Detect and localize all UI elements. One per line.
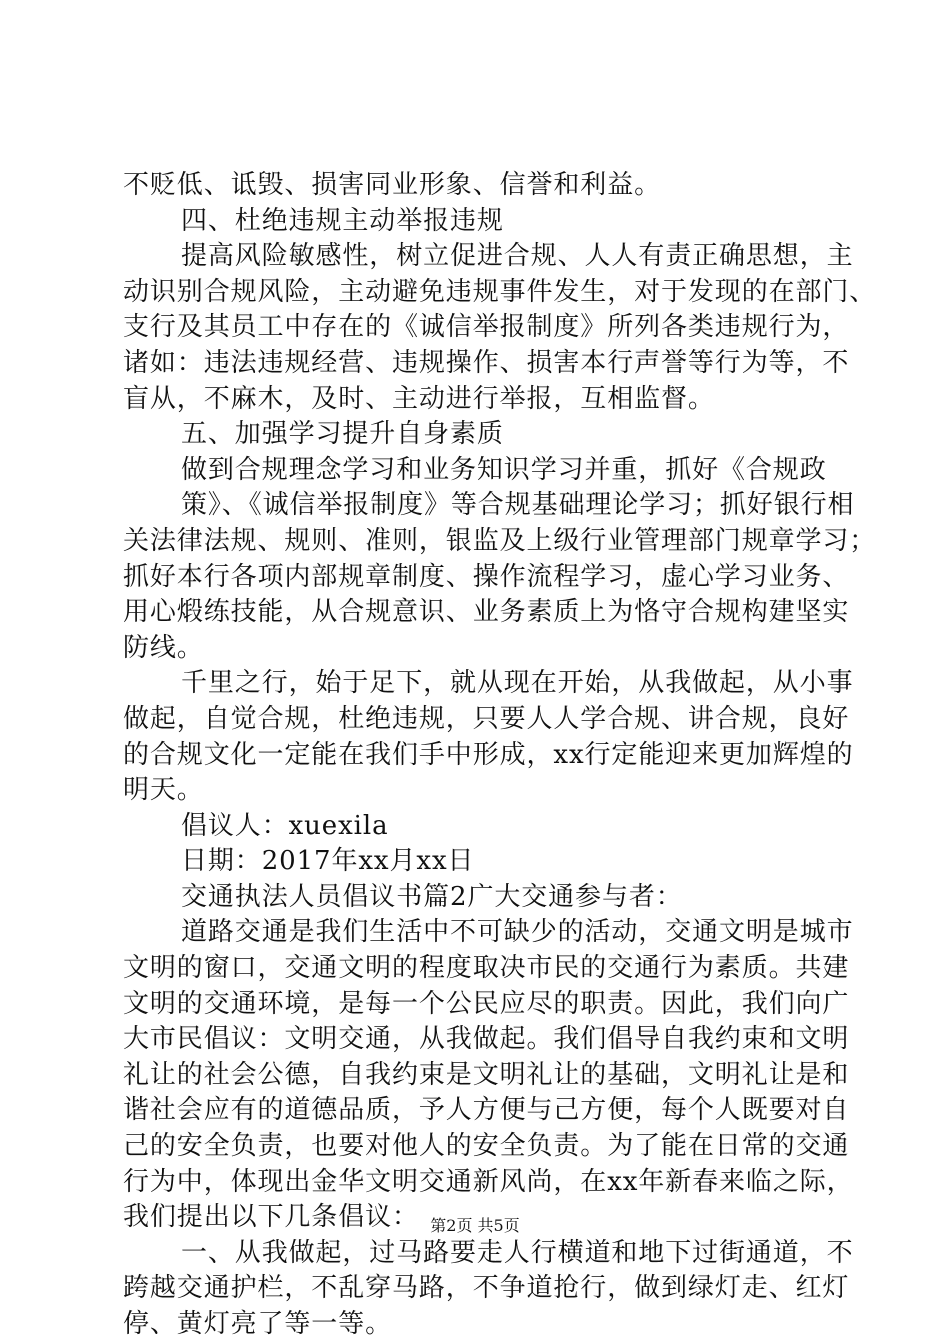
- document-body: [123, 168, 877, 1343]
- text-line: 做到合规理念学习和业务知识学习并重，抓好《合规政: [181, 454, 827, 485]
- text-line: 提高风险敏感性，树立促进合规、人人有责正确思想，主: [181, 241, 854, 272]
- text-line: 道路交通是我们生活中不可缺少的活动，交通文明是城市: [181, 917, 854, 948]
- text-line: 一、从我做起，过马路要走人行横道和地下过街通道，不: [181, 1237, 854, 1268]
- text-line: 不贬低、诋毁、损害同业形象、信誉和利益。: [123, 170, 662, 200]
- text-line: 诸如：违法违规经营、违规操作、损害本行声誉等行为等，不: [123, 347, 850, 378]
- text-line: 用心煅练技能，从合规意识、业务素质上为恪守合规构建坚实: [123, 597, 850, 628]
- text-line: 倡议人：xuexila: [181, 810, 389, 841]
- text-line: 做起，自觉合规，杜绝违规，只要人人学合规、讲合规，良好: [123, 703, 850, 734]
- text-line: 己的安全负责，也要对他人的安全负责。为了能在日常的交通: [123, 1131, 850, 1162]
- text-line: 大市民倡议：文明交通，从我做起。我们倡导自我约束和文明: [123, 1024, 850, 1055]
- text-line: 日期：2017年xx月xx日: [181, 846, 475, 877]
- text-line: 关法律法规、规则、准则，银监及上级行业管理部门规章学习；: [123, 525, 877, 556]
- text-line: 的合规文化一定能在我们手中形成，xx行定能迎来更加辉煌的: [123, 739, 854, 770]
- text-line: 四、杜绝违规主动举报违规: [181, 205, 504, 236]
- text-line: 跨越交通护栏，不乱穿马路，不争道抢行，做到绿灯走、红灯: [123, 1273, 850, 1304]
- text-line: 礼让的社会公德，自我约束是文明礼让的基础，文明礼让是和: [123, 1059, 850, 1090]
- text-line: 停、黄灯亮了等一等。: [123, 1309, 393, 1339]
- text-line: 文明的交通环境，是每一个公民应尽的职责。因此，我们向广: [123, 988, 850, 1019]
- text-line: 交通执法人员倡议书篇2广大交通参与者：: [181, 881, 683, 912]
- text-line: 五、加强学习提升自身素质: [181, 419, 504, 450]
- text-line: 盲从，不麻木，及时、主动进行举报，互相监督。: [123, 383, 715, 414]
- page-footer: 第2页 共5页: [430, 1216, 520, 1235]
- text-line: 防线。: [123, 632, 204, 663]
- text-line: 文明的窗口，交通文明的程度取决市民的交通行为素质。共建: [123, 953, 850, 984]
- text-line: 谐社会应有的道德品质，予人方便与己方便，每个人既要对自: [123, 1095, 850, 1126]
- text-line: 抓好本行各项内部规章制度、操作流程学习，虚心学习业务、: [123, 561, 850, 592]
- text-line: 千里之行，始于足下，就从现在开始，从我做起，从小事: [181, 668, 854, 699]
- text-line: 动识别合规风险，主动避免违规事件发生，对于发现的在部门、: [123, 276, 877, 307]
- text-line: 策》、《诚信举报制度》等合规基础理论学习；抓好银行相: [181, 490, 855, 521]
- text-line: 我们提出以下几条倡议：: [123, 1202, 419, 1233]
- text-line: 明天。: [123, 775, 204, 806]
- text-line: 行为中，体现出金华文明交通新风尚，在xx年新春来临之际，: [123, 1166, 854, 1197]
- text-line: 支行及其员工中存在的《诚信举报制度》所列各类违规行为，: [123, 312, 850, 343]
